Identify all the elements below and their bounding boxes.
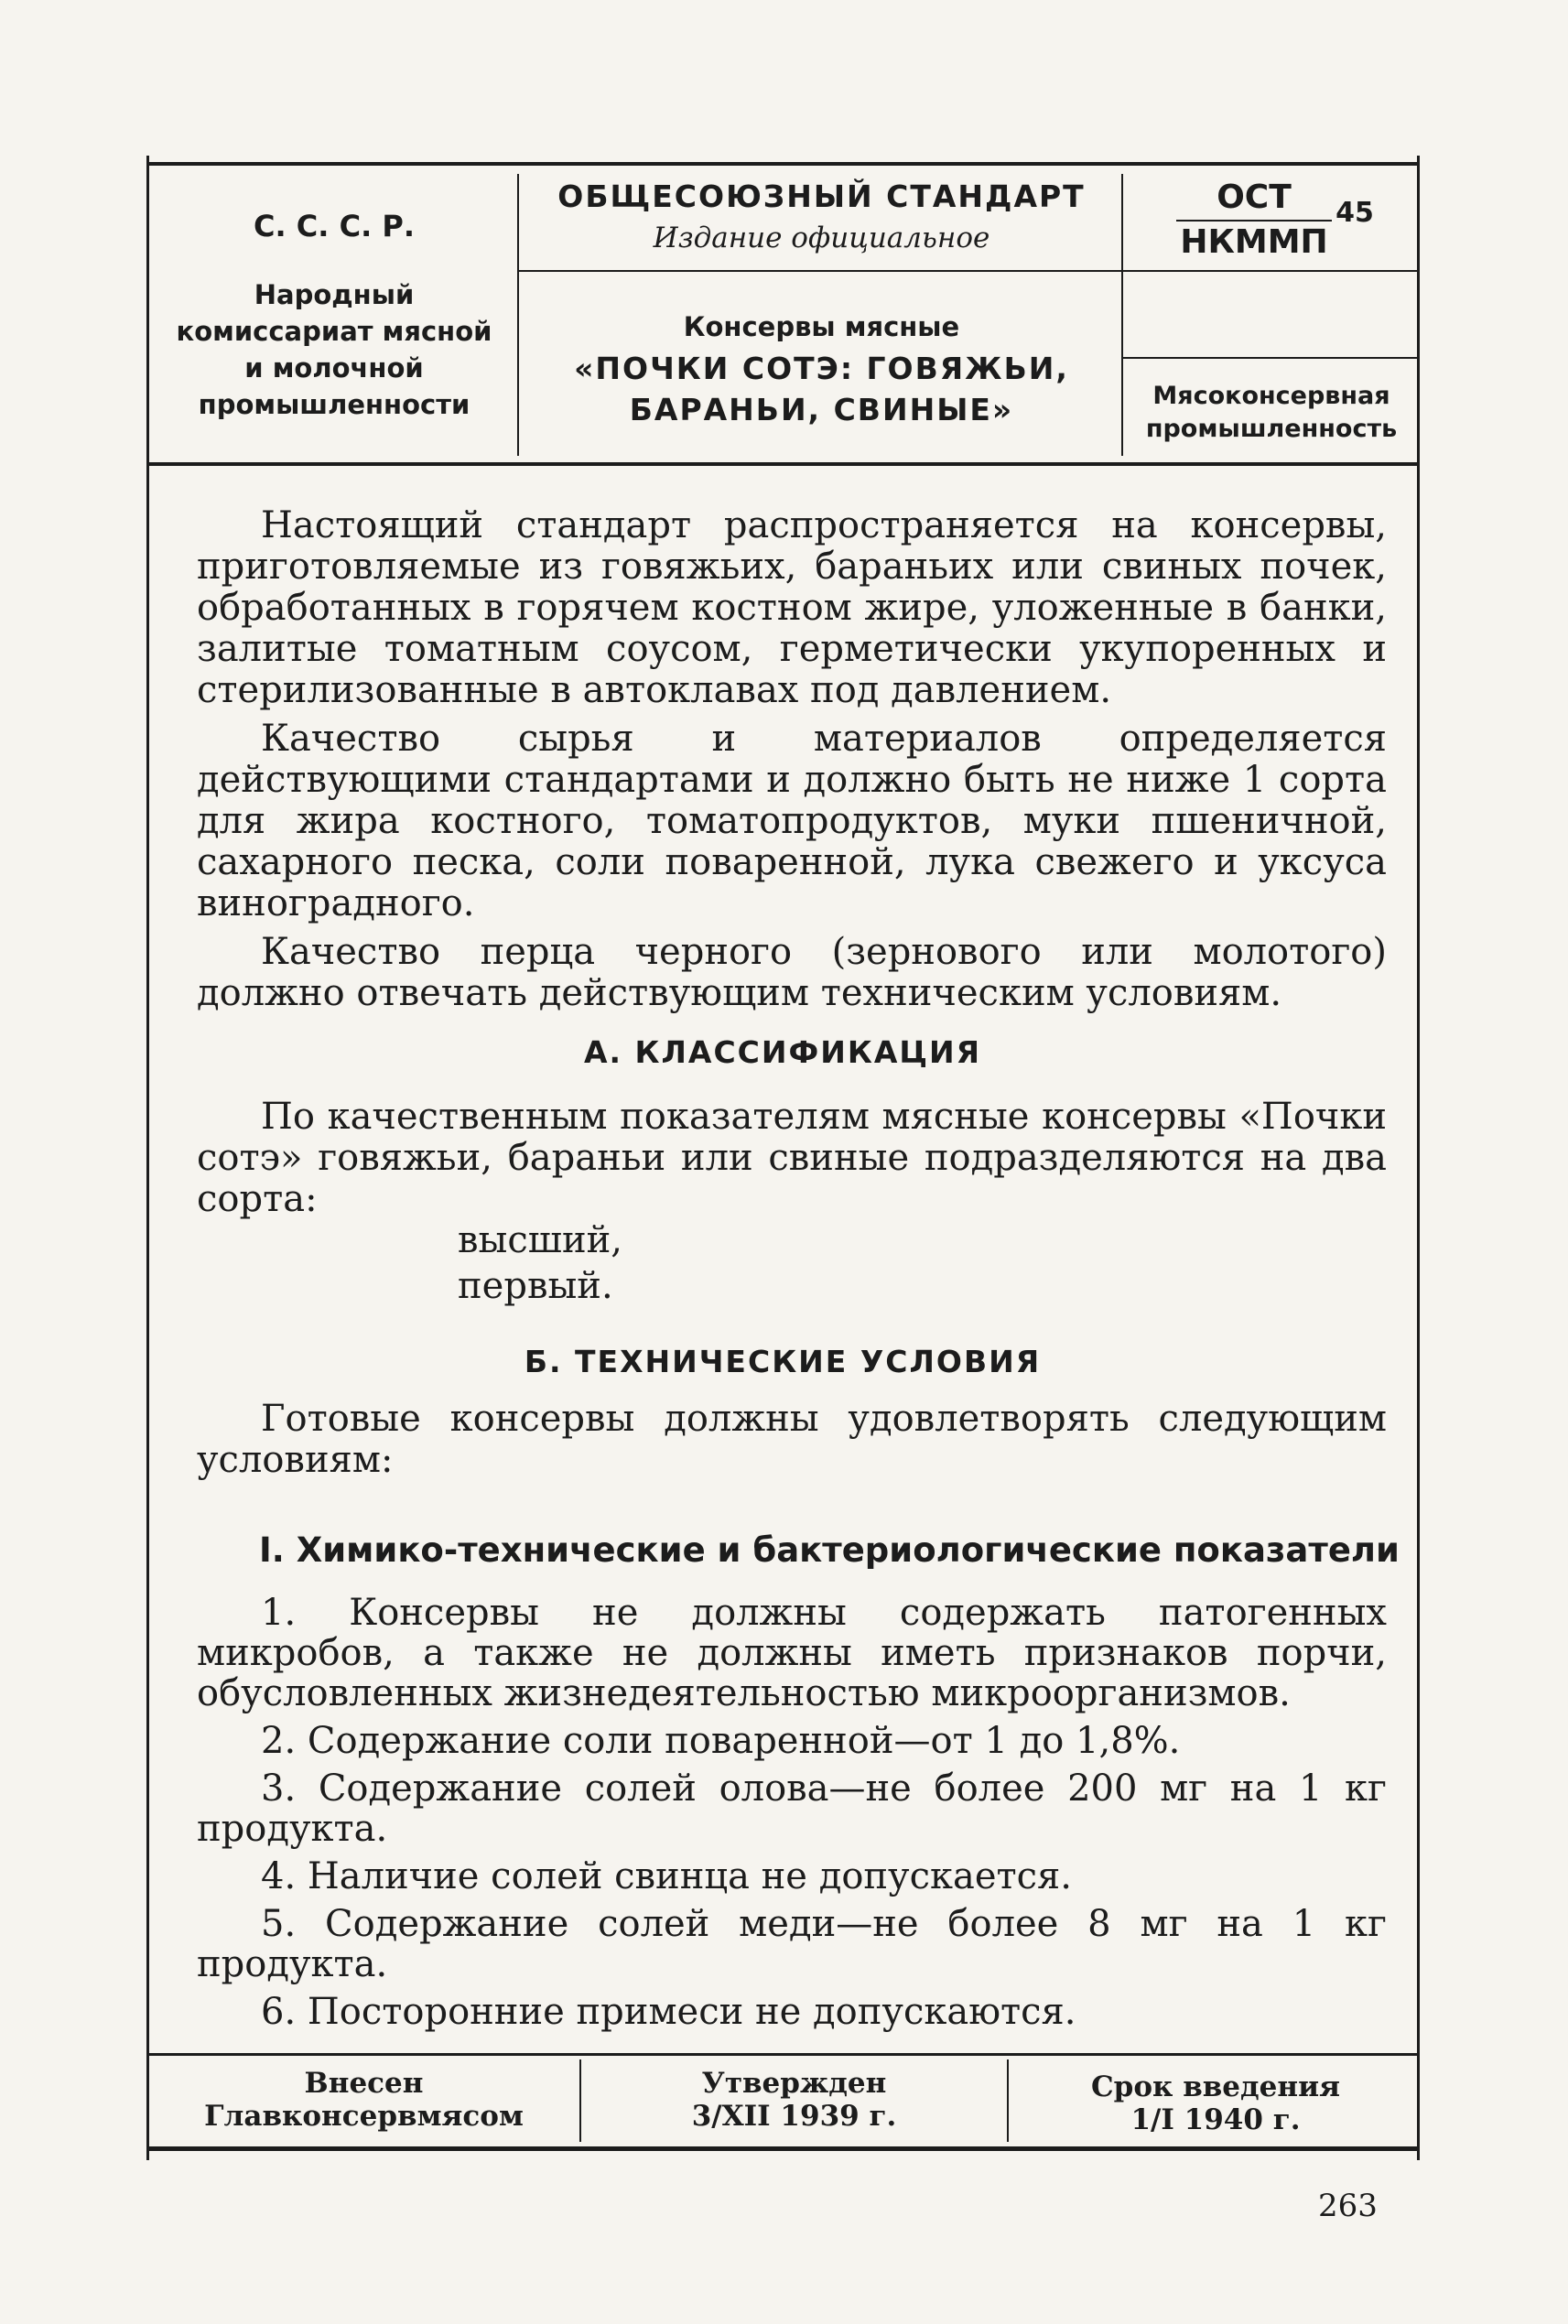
introduced-by: Главконсервмясом — [204, 2100, 524, 2133]
footer-divider-right — [1007, 2059, 1009, 2142]
commissariat-line-2: комиссариат мясной — [176, 316, 492, 347]
footer-divider-left — [579, 2059, 581, 2142]
product-type: Консервы мясные — [683, 311, 960, 342]
indicator-item-4: 4. Наличие солей свинца не допускается. — [261, 1855, 1072, 1897]
header-divider-left — [517, 174, 519, 456]
header-top-rule — [146, 162, 1419, 166]
effective-label: Срок введения — [1091, 2070, 1340, 2103]
header-bottom-rule — [146, 462, 1419, 466]
effective-date: 1/I 1940 г. — [1130, 2103, 1301, 2136]
frame-right-border — [1417, 156, 1420, 2160]
header-divider-right — [1121, 174, 1123, 456]
commissariat-line-3: и молочной — [244, 352, 424, 384]
header-mid-rule-center — [519, 270, 1121, 272]
ost-fraction-rule — [1176, 220, 1332, 222]
industry-label — [1126, 380, 1417, 446]
industry-line-2: промышленность — [1145, 415, 1398, 443]
grade-list — [458, 1217, 622, 1309]
grade-first: первый. — [458, 1265, 613, 1307]
ost-number: 45 — [1336, 197, 1374, 229]
section-b-body — [197, 1399, 1387, 1488]
standard-title: ОБЩЕСОЮЗНЫЙ СТАНДАРТ — [557, 178, 1086, 214]
commissariat-label — [156, 276, 513, 423]
grade-highest: высший, — [458, 1219, 622, 1261]
section-a-body — [197, 1097, 1387, 1227]
intro-paragraph-1: Настоящий стандарт распространяется на консервы, приготовляемые из говяжьих, бараньих или свиных почек, обработанных в горячем костном жире, уложенные в банки, залитые томатным соусом, герметически укупоренных и стерилизованные в автоклавах под давлением. — [197, 504, 1387, 711]
footer-top-rule — [146, 2053, 1419, 2056]
introduced-cell — [156, 2067, 572, 2133]
ost-bottom: НКММП — [1180, 223, 1328, 261]
indicator-item-1: 1. Консервы не должны содержать патогенных микробов, а также не должны иметь признаков порчи, обусловленных жизнедеятельностью микроорганизмов. — [197, 1592, 1387, 1714]
section-b-title: Б. ТЕХНИЧЕСКИЕ УСЛОВИЯ — [524, 1344, 1042, 1379]
country-label: С. С. С. Р. — [254, 209, 415, 243]
intro-paragraph-3: Качество перца черного (зернового или молотого) должно отвечать действующим техническим условиям. — [197, 931, 1387, 1014]
frame-left-border — [146, 156, 149, 2160]
intro-paragraph-2: Качество сырья и материалов определяется действующими стандартами и должно быть не ниже 1 сорта для жира костного, томатопродуктов, муки пшеничной, сахарного песка, соли поваренной, лука свежего и уксуса виноградного. — [197, 718, 1387, 924]
ost-top: ОСТ — [1217, 178, 1292, 216]
commissariat-line-1: Народный — [254, 279, 415, 310]
approved-label: Утвержден — [701, 2067, 887, 2100]
edition-label: Издание официальное — [653, 222, 990, 254]
effective-cell — [1014, 2070, 1417, 2136]
header-mid-rule-right-2 — [1123, 357, 1419, 359]
product-name-line-1: «ПОЧКИ СОТЭ: ГОВЯЖЬИ, — [574, 351, 1069, 386]
indicator-item-2: 2. Содержание соли поваренной—от 1 до 1,8%. — [261, 1720, 1181, 1762]
section-b-paragraph: Готовые консервы должны удовлетворять следующим условиям: — [197, 1398, 1387, 1481]
product-name-line-2: БАРАНЬИ, СВИНЫЕ» — [629, 392, 1014, 427]
approved-cell — [586, 2067, 1002, 2133]
intro-section — [197, 505, 1387, 1021]
indicator-item-3: 3. Содержание солей олова—не более 200 мг на 1 кг продукта. — [197, 1767, 1387, 1850]
indicator-item-6: 6. Посторонние примеси не допускаются. — [261, 1991, 1076, 2033]
introduced-label: Внесен — [304, 2067, 424, 2100]
section-b-subtitle: I. Химико-технические и бактериологические показатели — [259, 1530, 1400, 1570]
commissariat-line-4: промышленности — [198, 389, 470, 420]
section-a-title: А. КЛАССИФИКАЦИЯ — [583, 1034, 982, 1070]
section-a-paragraph: По качественным показателям мясные консервы «Почки сотэ» говяжьи, бараньи или свиные подразделяются на два сорта: — [197, 1096, 1387, 1220]
header-mid-rule-right-1 — [1123, 270, 1419, 272]
indicator-item-5: 5. Содержание солей меди—не более 8 мг на 1 кг продукта. — [197, 1903, 1387, 1985]
page-number: 263 — [1318, 2188, 1378, 2224]
footer-bottom-rule — [146, 2146, 1419, 2151]
approved-date: 3/XII 1939 г. — [691, 2100, 897, 2133]
indicators-list — [197, 1593, 1387, 2039]
industry-line-1: Мясоконсервная — [1152, 382, 1390, 410]
